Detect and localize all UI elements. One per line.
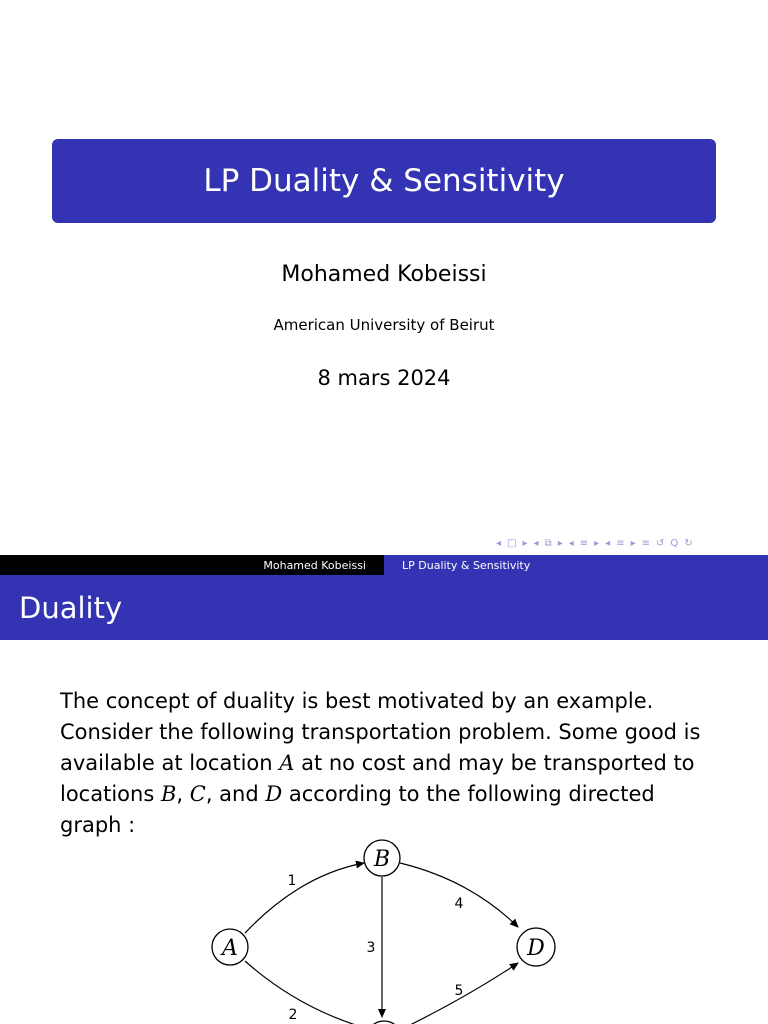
text-line: Consider the following transportation problem. Some good is <box>60 720 701 744</box>
edge-label-4: 4 <box>454 896 464 912</box>
nav-symbol-icon[interactable]: ◂ <box>496 537 502 549</box>
edge-label-5: 5 <box>454 983 464 999</box>
node-d-label: D <box>527 936 545 961</box>
edge-label-2: 2 <box>288 1007 298 1023</box>
nav-symbol-icon[interactable]: ▸ <box>630 537 636 549</box>
math-var-a: A <box>279 751 295 775</box>
nav-symbol-icon[interactable]: ◂ <box>533 537 539 549</box>
nav-symbol-icon[interactable]: ≡ <box>616 537 625 549</box>
nav-symbol-icon[interactable]: ▸ <box>594 537 600 549</box>
duality-slide <box>0 555 768 1024</box>
presentation-title: LP Duality & Sensitivity <box>203 163 565 199</box>
nav-symbol-icon[interactable]: □ <box>507 537 517 549</box>
edge-a-c <box>245 961 372 1024</box>
nav-symbol-icon[interactable]: ≡ <box>579 537 589 549</box>
node-a <box>212 929 248 965</box>
nav-symbol-icon[interactable]: ◂ <box>568 537 574 549</box>
text-line: The concept of duality is best motivated by an example. <box>60 689 654 713</box>
nav-symbol-icon[interactable]: ▸ <box>557 537 563 549</box>
nav-symbol-icon[interactable]: ▸ <box>522 537 528 549</box>
title-box <box>52 139 716 223</box>
headline-author-text: Mohamed Kobeissi <box>263 558 366 572</box>
text-line: available at location A at no cost and may be transported to <box>60 751 695 775</box>
math-var-b: B <box>160 782 177 806</box>
transport-graph <box>0 555 768 1024</box>
nav-symbol-icon[interactable]: ≡ <box>641 537 651 549</box>
edge-c-d <box>410 963 518 1024</box>
edge-label-3: 3 <box>366 940 376 956</box>
nav-symbol-icon[interactable]: ◂ <box>605 537 611 549</box>
author-name: Mohamed Kobeissi <box>281 262 487 287</box>
nav-symbol-icon[interactable]: ⧉ <box>544 537 552 549</box>
text-line: graph : <box>60 813 136 837</box>
nav-symbol-icon[interactable]: ↺ <box>656 537 665 549</box>
edge-a-b <box>245 863 364 933</box>
frame-title-text: Duality <box>19 590 123 625</box>
math-var-c: C <box>189 782 206 806</box>
node-a-label: A <box>222 936 238 961</box>
text-line: locations B, C, and D according to the following directed <box>60 782 655 806</box>
edge-b-d <box>400 863 518 927</box>
institute-name: American University of Beirut <box>273 316 495 334</box>
edge-label-1: 1 <box>287 873 297 889</box>
node-b <box>364 840 400 876</box>
math-var-d: D <box>265 782 283 806</box>
node-d <box>517 928 555 966</box>
node-b-label: B <box>373 847 391 872</box>
nav-symbol-icon[interactable]: ↻ <box>684 537 693 549</box>
headline-title-text: LP Duality & Sensitivity <box>402 558 531 572</box>
beamer-navigation-symbols[interactable] <box>496 536 693 550</box>
presentation-date: 8 mars 2024 <box>317 366 451 390</box>
nav-symbol-icon[interactable]: Q <box>670 537 679 549</box>
